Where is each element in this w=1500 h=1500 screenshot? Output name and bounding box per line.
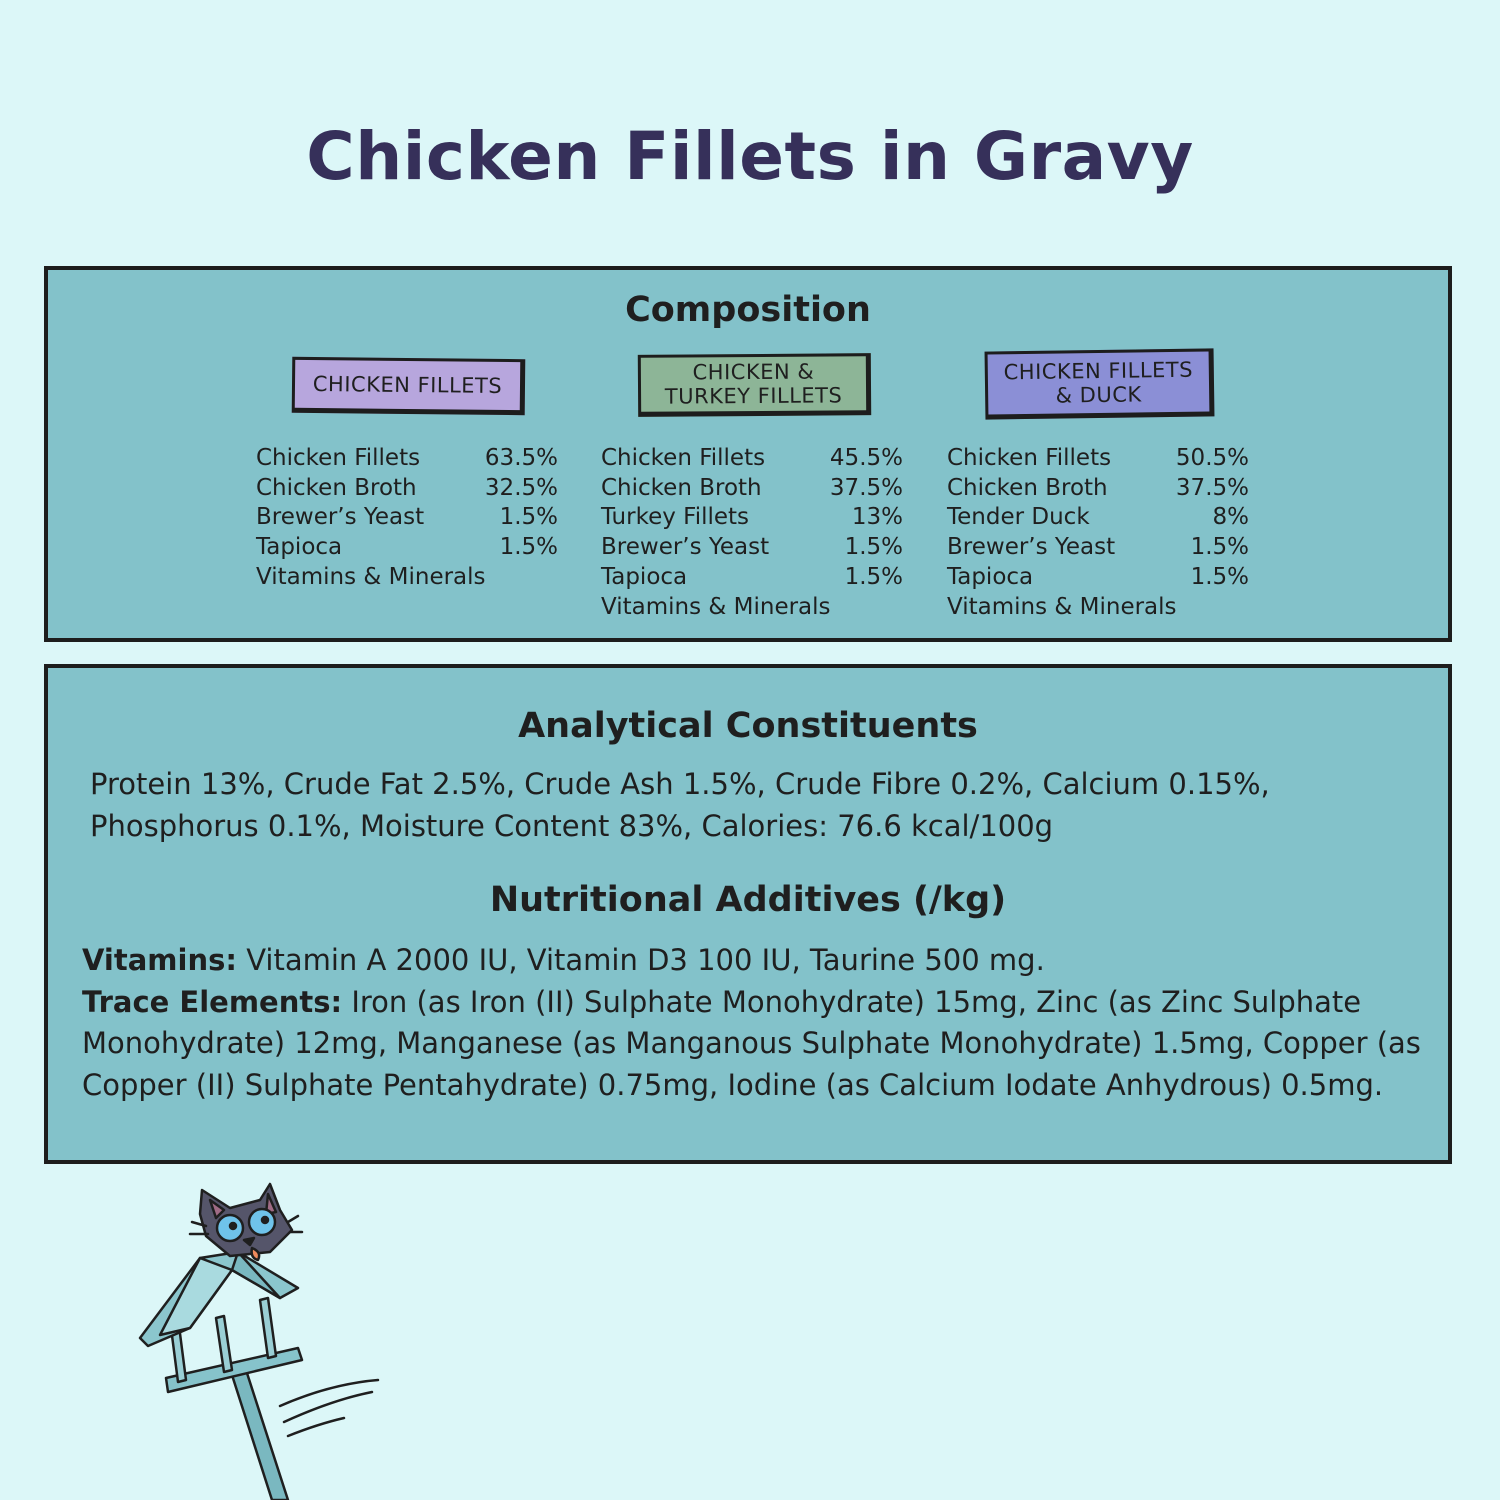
composition-heading: Composition xyxy=(625,290,871,330)
additives-block xyxy=(82,940,1422,1106)
list-item: Chicken Broth 37.5% xyxy=(601,474,903,501)
analytical-text: Protein 13%, Crude Fat 2.5%, Crude Ash 1.5%, Crude Fibre 0.2%, Calcium 0.15%, Phosphorus 0.1%, Moisture Content 83%, Calories: 76.6 kcal/100g xyxy=(90,767,1270,843)
cat-on-bird-feeder-icon xyxy=(120,1170,400,1500)
list-item: Turkey Fillets 13% xyxy=(601,504,903,531)
list-item: Tapioca 1.5% xyxy=(256,534,558,561)
page-title: Chicken Fillets in Gravy xyxy=(306,118,1194,195)
list-item: Brewer’s Yeast 1.5% xyxy=(947,534,1249,561)
additives-heading: Nutritional Additives (/kg) xyxy=(489,880,1007,920)
ingredient-list-chicken-fillets xyxy=(256,444,558,593)
composition-panel xyxy=(44,266,1452,642)
list-item: Chicken Fillets 45.5% xyxy=(601,445,903,471)
vitamins-line xyxy=(82,940,1422,982)
recipe-tag-chicken-turkey-fillets: CHICKEN & TURKEY FILLETS xyxy=(638,353,871,417)
analytics-panel xyxy=(44,664,1452,1164)
list-item: Chicken Broth 37.5% xyxy=(947,474,1249,501)
list-item: Chicken Fillets 50.5% xyxy=(947,445,1249,471)
trace-elements-text: Iron (as Iron (II) Sulphate Monohydrate) 15mg, Zinc (as Zinc Sulphate Monohydrate) 12mg, Manganese (as Manganous Sulphate Monohydrate) 1.5mg, Copper (as Copper (II) Sulphate Pentahydrate) 0.75mg, Iodine (as Calcium Iodate Anhydrous) 0.5mg. xyxy=(82,984,1421,1102)
list-item: Tender Duck 8% xyxy=(947,504,1249,531)
list-item: Tapioca 1.5% xyxy=(601,563,903,590)
list-item: Vitamins & Minerals xyxy=(947,593,1177,620)
ingredient-list-chicken-duck xyxy=(947,444,1249,622)
list-item: Chicken Fillets 63.5% xyxy=(256,445,558,471)
ingredient-list-chicken-turkey xyxy=(601,444,903,622)
recipe-tag-chicken-fillets-duck: CHICKEN FILLETS & DUCK xyxy=(985,348,1215,419)
list-item: Brewer’s Yeast 1.5% xyxy=(256,504,558,531)
list-item: Vitamins & Minerals xyxy=(601,593,831,620)
list-item: Vitamins & Minerals xyxy=(256,563,486,590)
vitamins-text: Vitamin A 2000 IU, Vitamin D3 100 IU, Taurine 500 mg. xyxy=(246,943,1045,977)
list-item: Brewer’s Yeast 1.5% xyxy=(601,534,903,561)
trace-elements-label: Trace Elements: xyxy=(82,984,343,1019)
list-item: Tapioca 1.5% xyxy=(947,563,1249,590)
list-item: Chicken Broth 32.5% xyxy=(256,474,558,501)
recipe-tag-chicken-fillets: CHICKEN FILLETS xyxy=(292,357,526,415)
vitamins-label: Vitamins: xyxy=(82,943,237,977)
analytical-heading: Analytical Constituents xyxy=(518,706,978,746)
trace-elements-line xyxy=(82,982,1422,1107)
